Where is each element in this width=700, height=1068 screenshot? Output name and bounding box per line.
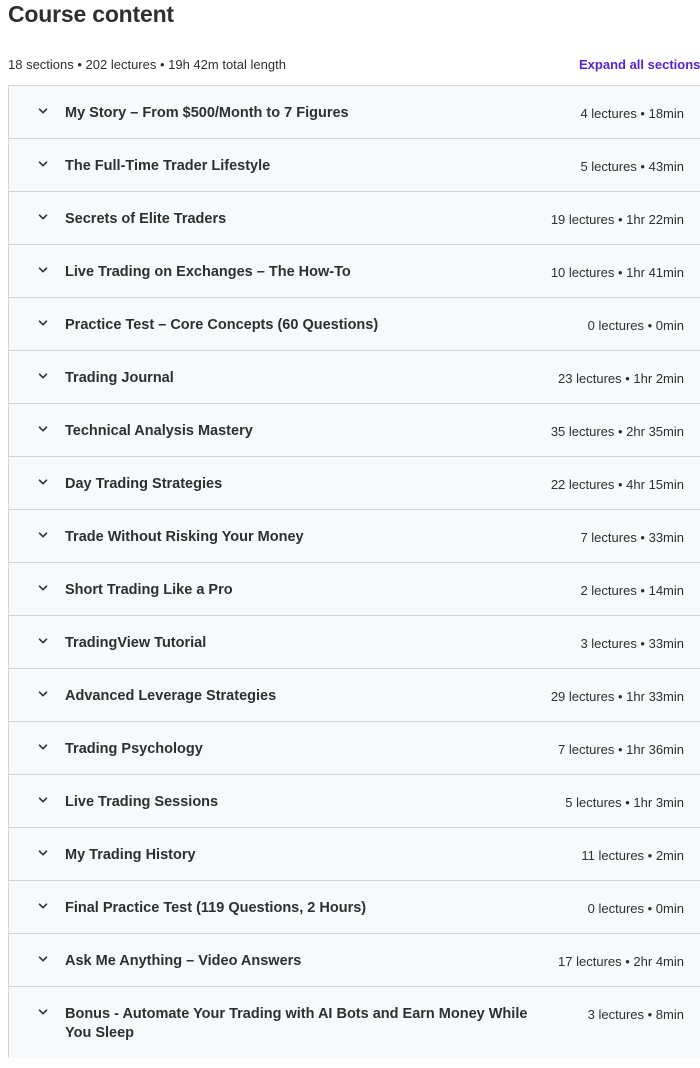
section-title: My Story – From $500/Month to 7 Figures	[65, 105, 349, 121]
section-meta: 3 lectures • 8min	[587, 1007, 684, 1022]
section-header[interactable]	[9, 828, 700, 881]
chevron-down-icon[interactable]	[37, 900, 49, 912]
section-meta: 7 lectures • 33min	[580, 530, 684, 545]
section-header[interactable]	[9, 616, 700, 669]
chevron-down-icon[interactable]	[37, 317, 49, 329]
expand-all-button[interactable]: Expand all sections	[579, 57, 700, 72]
section-header[interactable]	[9, 669, 700, 722]
section-header[interactable]	[9, 139, 700, 192]
section-header[interactable]	[9, 510, 700, 563]
chevron-down-icon[interactable]	[37, 635, 49, 647]
chevron-down-icon[interactable]	[37, 211, 49, 223]
chevron-down-icon[interactable]	[37, 423, 49, 435]
section-title: Live Trading Sessions	[65, 794, 219, 810]
section-header[interactable]	[9, 881, 700, 934]
section-title: Trading Psychology	[65, 741, 203, 757]
section-meta: 5 lectures • 43min	[580, 159, 684, 174]
section-title: Live Trading on Exchanges – The How-To	[65, 264, 351, 280]
section-header[interactable]	[9, 245, 700, 298]
chevron-down-icon[interactable]	[37, 476, 49, 488]
section-title: Trading Journal	[65, 370, 174, 386]
section-meta: 35 lectures • 2hr 35min	[550, 424, 684, 439]
section-meta: 7 lectures • 1hr 36min	[558, 742, 684, 757]
course-summary: 18 sections • 202 lectures • 19h 42m total length	[8, 57, 286, 72]
section-title: Day Trading Strategies	[65, 476, 223, 492]
chevron-down-icon[interactable]	[37, 105, 49, 117]
section-title: Practice Test – Core Concepts (60 Questions)	[65, 317, 379, 333]
section-header[interactable]	[9, 775, 700, 828]
section-header[interactable]	[9, 404, 700, 457]
content-summary-bar	[8, 57, 700, 75]
section-list	[8, 85, 700, 1058]
chevron-down-icon[interactable]	[37, 688, 49, 700]
chevron-down-icon[interactable]	[37, 264, 49, 276]
section-meta: 22 lectures • 4hr 15min	[550, 477, 684, 492]
section-header[interactable]	[9, 987, 700, 1068]
section-meta: 23 lectures • 1hr 2min	[558, 371, 684, 386]
page-title: Course content	[8, 1, 174, 27]
section-title: My Trading History	[65, 847, 196, 863]
section-title: Final Practice Test (119 Questions, 2 Hours)	[65, 900, 367, 916]
chevron-down-icon[interactable]	[37, 794, 49, 806]
section-title: Ask Me Anything – Video Answers	[65, 953, 302, 969]
section-title: The Full-Time Trader Lifestyle	[65, 158, 271, 174]
section-meta: 4 lectures • 18min	[580, 106, 684, 121]
chevron-down-icon[interactable]	[37, 1006, 49, 1018]
section-title: Short Trading Like a Pro	[65, 582, 233, 598]
section-meta: 2 lectures • 14min	[580, 583, 684, 598]
section-header[interactable]	[9, 298, 700, 351]
chevron-down-icon[interactable]	[37, 741, 49, 753]
section-meta: 10 lectures • 1hr 41min	[550, 265, 684, 280]
section-title: Advanced Leverage Strategies	[65, 688, 277, 704]
chevron-down-icon[interactable]	[37, 582, 49, 594]
section-meta: 3 lectures • 33min	[580, 636, 684, 651]
section-title: TradingView Tutorial	[65, 635, 207, 651]
chevron-down-icon[interactable]	[37, 370, 49, 382]
section-meta: 11 lectures • 2min	[581, 848, 684, 863]
section-meta: 17 lectures • 2hr 4min	[558, 954, 684, 969]
chevron-down-icon[interactable]	[37, 847, 49, 859]
chevron-down-icon[interactable]	[37, 529, 49, 541]
section-title: Technical Analysis Mastery	[65, 423, 253, 439]
section-title: Trade Without Risking Your Money	[65, 529, 304, 545]
section-header[interactable]	[9, 563, 700, 616]
section-header[interactable]	[9, 457, 700, 510]
section-header[interactable]	[9, 192, 700, 245]
section-meta: 0 lectures • 0min	[587, 901, 684, 916]
section-meta: 29 lectures • 1hr 33min	[550, 689, 684, 704]
section-title: Bonus - Automate Your Trading with AI Bots and Earn Money While You Sleep	[65, 1006, 528, 1041]
chevron-down-icon[interactable]	[37, 158, 49, 170]
section-meta: 5 lectures • 1hr 3min	[565, 795, 684, 810]
section-header[interactable]	[9, 351, 700, 404]
chevron-down-icon[interactable]	[37, 953, 49, 965]
section-header[interactable]	[9, 86, 700, 139]
section-meta: 0 lectures • 0min	[587, 318, 684, 333]
section-meta: 19 lectures • 1hr 22min	[550, 212, 684, 227]
section-header[interactable]	[9, 722, 700, 775]
section-header[interactable]	[9, 934, 700, 987]
section-title: Secrets of Elite Traders	[65, 211, 227, 227]
